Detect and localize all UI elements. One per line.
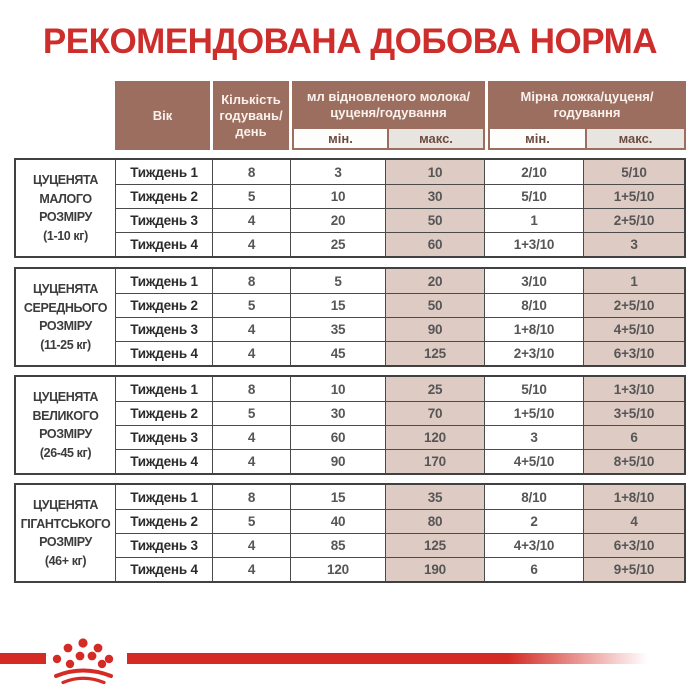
table-row [115, 377, 684, 401]
header-spoon-group [488, 81, 686, 150]
feedings-cell: 4 [212, 425, 290, 449]
table-row [115, 449, 684, 473]
spoon-min-cell: 6 [484, 557, 583, 581]
spoon-max-cell: 1+5/10 [583, 184, 684, 208]
group-medium-puppies [14, 267, 686, 367]
milk-min-cell: 90 [290, 449, 385, 473]
milk-min-cell: 40 [290, 509, 385, 533]
page-title: РЕКОМЕНДОВАНА ДОБОВА НОРМА [42, 22, 658, 61]
spoon-max-cell: 2+5/10 [583, 293, 684, 317]
header-spoon-max: макс. [587, 129, 684, 148]
group-label-line: РОЗМІРУ [39, 427, 92, 441]
week-cell: Тиждень 3 [115, 317, 212, 341]
spoon-max-cell: 3 [583, 232, 684, 256]
group-label [16, 377, 115, 473]
week-cell: Тиждень 2 [115, 509, 212, 533]
spoon-min-cell: 1 [484, 208, 583, 232]
group-small-puppies [14, 158, 686, 258]
group-rows [115, 269, 684, 365]
feedings-cell: 8 [212, 269, 290, 293]
milk-min-cell: 120 [290, 557, 385, 581]
week-cell: Тиждень 1 [115, 269, 212, 293]
spoon-max-cell: 8+5/10 [583, 449, 684, 473]
group-label-line: ЦУЦЕНЯТА [32, 173, 99, 187]
spoon-max-cell: 4+5/10 [583, 317, 684, 341]
header-spoon-min: мін. [490, 129, 585, 148]
week-cell: Тиждень 1 [115, 485, 212, 509]
milk-max-cell: 30 [385, 184, 484, 208]
milk-max-cell: 25 [385, 377, 484, 401]
table-row [115, 557, 684, 581]
header-feedings-per-day: Кількість годувань/день [213, 81, 289, 150]
milk-max-cell: 10 [385, 160, 484, 184]
header-milk-subrow [292, 129, 485, 150]
spoon-max-cell: 1 [583, 269, 684, 293]
royal-canin-crown-icon [50, 637, 118, 685]
feedings-cell: 4 [212, 533, 290, 557]
table-row [115, 269, 684, 293]
header-milk-group [292, 81, 485, 150]
footer-red-stripe-left [0, 653, 46, 664]
spoon-min-cell: 3 [484, 425, 583, 449]
spoon-min-cell: 8/10 [484, 293, 583, 317]
spoon-max-cell: 1+8/10 [583, 485, 684, 509]
feedings-cell: 4 [212, 341, 290, 365]
header-spoon-label: Мірна ложка/цуценя/годування [520, 89, 654, 120]
group-label-line: (1-10 кг) [43, 228, 88, 243]
milk-max-cell: 70 [385, 401, 484, 425]
feedings-cell: 5 [212, 184, 290, 208]
table-row [115, 485, 684, 509]
milk-min-cell: 5 [290, 269, 385, 293]
milk-max-cell: 170 [385, 449, 484, 473]
spoon-max-cell: 2+5/10 [583, 208, 684, 232]
week-cell: Тиждень 1 [115, 377, 212, 401]
milk-max-cell: 125 [385, 341, 484, 365]
header-milk-min: мін. [294, 129, 387, 148]
spoon-min-cell: 4+3/10 [484, 533, 583, 557]
spoon-max-cell: 5/10 [583, 160, 684, 184]
milk-min-cell: 25 [290, 232, 385, 256]
spoon-min-cell: 2 [484, 509, 583, 533]
spoon-min-cell: 1+8/10 [484, 317, 583, 341]
feedings-cell: 4 [212, 232, 290, 256]
spoon-max-cell: 6+3/10 [583, 533, 684, 557]
spoon-max-cell: 9+5/10 [583, 557, 684, 581]
header-milk-label: мл відновленого молока/цуценя/годування [306, 89, 471, 120]
table-row [115, 533, 684, 557]
milk-min-cell: 20 [290, 208, 385, 232]
spoon-max-cell: 6 [583, 425, 684, 449]
milk-min-cell: 10 [290, 184, 385, 208]
group-label-line: ГІГАНТСЬКОГО [20, 516, 111, 531]
spoon-min-cell: 1+3/10 [484, 232, 583, 256]
spoon-max-cell: 4 [583, 509, 684, 533]
milk-max-cell: 190 [385, 557, 484, 581]
milk-max-cell: 80 [385, 509, 484, 533]
week-cell: Тиждень 2 [115, 184, 212, 208]
table-row [115, 509, 684, 533]
table-row [115, 208, 684, 232]
group-label-line: ЦУЦЕНЯТА [32, 282, 99, 296]
feedings-cell: 5 [212, 509, 290, 533]
week-cell: Тиждень 4 [115, 232, 212, 256]
feedings-cell: 4 [212, 557, 290, 581]
week-cell: Тиждень 3 [115, 208, 212, 232]
spoon-min-cell: 2+3/10 [484, 341, 583, 365]
feedings-cell: 4 [212, 449, 290, 473]
group-label-line: СЕРЕДНЬОГО [23, 300, 108, 315]
group-label-line: РОЗМІРУ [39, 210, 92, 224]
header-age: Вік [115, 81, 210, 150]
table-row [115, 425, 684, 449]
milk-min-cell: 45 [290, 341, 385, 365]
table-row [115, 341, 684, 365]
week-cell: Тиждень 1 [115, 160, 212, 184]
table-row [115, 184, 684, 208]
week-cell: Тиждень 3 [115, 533, 212, 557]
group-large-puppies [14, 375, 686, 475]
group-label-line: (11-25 кг) [40, 337, 91, 352]
week-cell: Тиждень 4 [115, 557, 212, 581]
milk-min-cell: 85 [290, 533, 385, 557]
spoon-max-cell: 3+5/10 [583, 401, 684, 425]
group-label [16, 160, 115, 256]
week-cell: Тиждень 3 [115, 425, 212, 449]
spoon-min-cell: 8/10 [484, 485, 583, 509]
week-cell: Тиждень 2 [115, 401, 212, 425]
spoon-min-cell: 5/10 [484, 184, 583, 208]
spoon-max-cell: 1+3/10 [583, 377, 684, 401]
milk-max-cell: 90 [385, 317, 484, 341]
spoon-min-cell: 5/10 [484, 377, 583, 401]
group-label-line: ЦУЦЕНЯТА [32, 498, 99, 512]
milk-min-cell: 60 [290, 425, 385, 449]
group-label-line: ВЕЛИКОГО [32, 408, 99, 423]
feedings-cell: 5 [212, 293, 290, 317]
spoon-max-cell: 6+3/10 [583, 341, 684, 365]
group-label-line: РОЗМІРУ [39, 535, 92, 549]
header-spoon-subrow [488, 129, 686, 150]
table-row [115, 401, 684, 425]
milk-max-cell: 60 [385, 232, 484, 256]
table-row [115, 232, 684, 256]
table-header [115, 81, 686, 150]
milk-max-cell: 50 [385, 208, 484, 232]
milk-max-cell: 20 [385, 269, 484, 293]
table-row [115, 160, 684, 184]
week-cell: Тиждень 2 [115, 293, 212, 317]
group-label-line: МАЛОГО [39, 191, 92, 206]
milk-min-cell: 3 [290, 160, 385, 184]
milk-min-cell: 10 [290, 377, 385, 401]
spoon-min-cell: 2/10 [484, 160, 583, 184]
feedings-cell: 8 [212, 377, 290, 401]
feedings-cell: 5 [212, 401, 290, 425]
group-rows [115, 160, 684, 256]
table-row [115, 317, 684, 341]
feedings-cell: 8 [212, 160, 290, 184]
group-label-line: РОЗМІРУ [39, 319, 92, 333]
group-label [16, 269, 115, 365]
group-giant-puppies [14, 483, 686, 583]
header-milk-max: макс. [389, 129, 483, 148]
spoon-min-cell: 1+5/10 [484, 401, 583, 425]
group-label [16, 485, 115, 581]
spoon-min-cell: 3/10 [484, 269, 583, 293]
milk-max-cell: 120 [385, 425, 484, 449]
feedings-cell: 4 [212, 317, 290, 341]
group-label-line: ЦУЦЕНЯТА [32, 390, 99, 404]
group-rows [115, 377, 684, 473]
feedings-cell: 4 [212, 208, 290, 232]
week-cell: Тиждень 4 [115, 341, 212, 365]
group-label-line: (46+ кг) [44, 553, 87, 568]
milk-max-cell: 35 [385, 485, 484, 509]
table-row [115, 293, 684, 317]
group-rows [115, 485, 684, 581]
feedings-cell: 8 [212, 485, 290, 509]
spoon-min-cell: 4+5/10 [484, 449, 583, 473]
milk-min-cell: 30 [290, 401, 385, 425]
week-cell: Тиждень 4 [115, 449, 212, 473]
group-label-line: (26-45 кг) [39, 445, 92, 460]
milk-min-cell: 35 [290, 317, 385, 341]
milk-min-cell: 15 [290, 485, 385, 509]
milk-max-cell: 50 [385, 293, 484, 317]
milk-max-cell: 125 [385, 533, 484, 557]
milk-min-cell: 15 [290, 293, 385, 317]
footer-red-stripe-right [127, 653, 687, 664]
